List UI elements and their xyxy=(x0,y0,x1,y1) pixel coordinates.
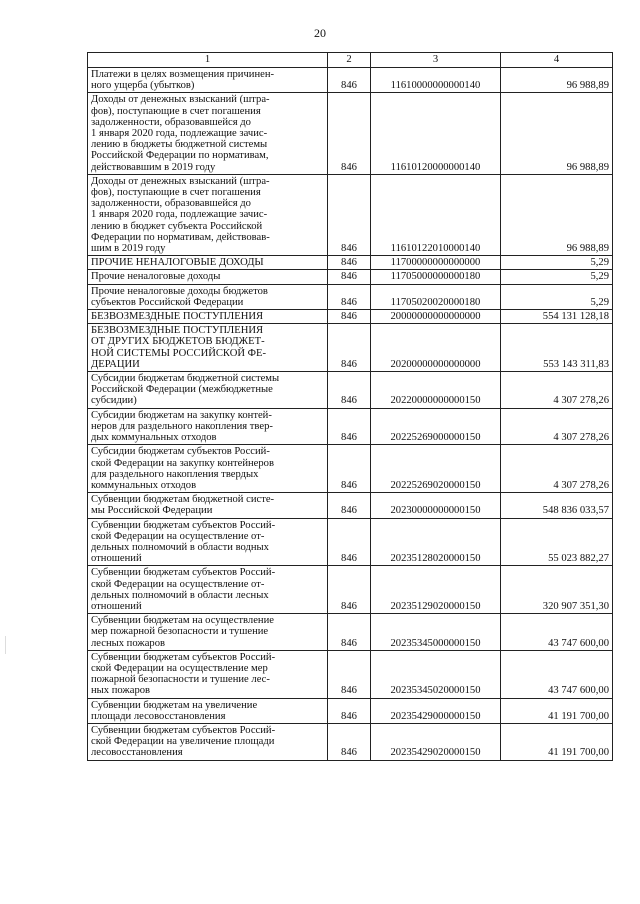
row-amount-cell: 43 747 600,00 xyxy=(501,614,613,651)
row-name-cell: Субвенции бюджетам субъектов Россий- ской Федерации на осуществление от- дельных полномочий в области лесных отношений xyxy=(88,566,328,614)
row-name-cell: Субвенции бюджетам на осуществление мер пожарной безопасности и тушение лесных пожаров xyxy=(88,614,328,651)
row-name-cell: Доходы от денежных взысканий (штра- фов), поступающие в счет погашения задолженности, образовавшейся до 1 января 2020 года, подлежащие зачис- лению в бюджет субъекта Российской Федерации по нормативам, действовав- шим в 2019 году xyxy=(88,174,328,255)
header-col-2: 2 xyxy=(328,53,371,68)
row-admin-code-cell: 846 xyxy=(328,284,371,309)
row-budget-code-cell: 20000000000000000 xyxy=(371,310,501,324)
row-amount-cell: 96 988,89 xyxy=(501,93,613,174)
row-admin-code-cell: 846 xyxy=(328,270,371,284)
row-admin-code-cell: 846 xyxy=(328,698,371,723)
row-budget-code-cell: 20235429020000150 xyxy=(371,723,501,760)
table-row xyxy=(88,93,613,174)
row-name-cell: Прочие неналоговые доходы бюджетов субъектов Российской Федерации xyxy=(88,284,328,309)
row-amount-cell: 4 307 278,26 xyxy=(501,372,613,409)
row-name-cell: Субсидии бюджетам на закупку контей- неров для раздельного накопления твер- дых коммунальных отходов xyxy=(88,408,328,445)
row-admin-code-cell: 846 xyxy=(328,256,371,270)
row-budget-code-cell: 11610120000000140 xyxy=(371,93,501,174)
row-admin-code-cell: 846 xyxy=(328,493,371,518)
table-row xyxy=(88,372,613,409)
row-budget-code-cell: 20220000000000150 xyxy=(371,372,501,409)
row-amount-cell: 4 307 278,26 xyxy=(501,445,613,493)
table-row xyxy=(88,68,613,93)
table-row xyxy=(88,723,613,760)
row-name-cell: Субсидии бюджетам субъектов Россий- ской Федерации на закупку контейнеров для раздельного накопления твердых коммунальных отходов xyxy=(88,445,328,493)
row-budget-code-cell: 20235429000000150 xyxy=(371,698,501,723)
row-budget-code-cell: 11705000000000180 xyxy=(371,270,501,284)
row-budget-code-cell: 20200000000000000 xyxy=(371,324,501,372)
table-row xyxy=(88,284,613,309)
row-amount-cell: 5,29 xyxy=(501,256,613,270)
table-row xyxy=(88,270,613,284)
row-admin-code-cell: 846 xyxy=(328,518,371,566)
row-admin-code-cell: 846 xyxy=(328,408,371,445)
row-amount-cell: 41 191 700,00 xyxy=(501,723,613,760)
row-name-cell: БЕЗВОЗМЕЗДНЫЕ ПОСТУПЛЕНИЯ xyxy=(88,310,328,324)
table-row xyxy=(88,493,613,518)
row-budget-code-cell: 11610122010000140 xyxy=(371,174,501,255)
row-budget-code-cell: 20235129020000150 xyxy=(371,566,501,614)
row-name-cell: Субвенции бюджетам на увеличение площади лесовосстановления xyxy=(88,698,328,723)
row-budget-code-cell: 20225269000000150 xyxy=(371,408,501,445)
table-row xyxy=(88,698,613,723)
row-name-cell: ПРОЧИЕ НЕНАЛОГОВЫЕ ДОХОДЫ xyxy=(88,256,328,270)
row-amount-cell: 43 747 600,00 xyxy=(501,650,613,698)
row-amount-cell: 5,29 xyxy=(501,284,613,309)
header-col-1: 1 xyxy=(88,53,328,68)
row-admin-code-cell: 846 xyxy=(328,650,371,698)
table-row xyxy=(88,408,613,445)
row-amount-cell: 96 988,89 xyxy=(501,174,613,255)
row-admin-code-cell: 846 xyxy=(328,372,371,409)
table-row xyxy=(88,566,613,614)
table-row xyxy=(88,310,613,324)
table-row xyxy=(88,256,613,270)
row-budget-code-cell: 20235128020000150 xyxy=(371,518,501,566)
row-admin-code-cell: 846 xyxy=(328,614,371,651)
row-name-cell: Субвенции бюджетам субъектов Россий- ской Федерации на осуществление от- дельных полномочий в области водных отношений xyxy=(88,518,328,566)
page-number: 20 xyxy=(314,26,326,40)
header-col-4: 4 xyxy=(501,53,613,68)
row-amount-cell: 554 131 128,18 xyxy=(501,310,613,324)
row-name-cell: БЕЗВОЗМЕЗДНЫЕ ПОСТУПЛЕНИЯ ОТ ДРУГИХ БЮДЖЕТОВ БЮДЖЕТ- НОЙ СИСТЕМЫ РОССИЙСКОЙ ФЕ- ДЕРАЦИИ xyxy=(88,324,328,372)
row-name-cell: Субвенции бюджетам бюджетной систе- мы Российской Федерации xyxy=(88,493,328,518)
row-name-cell: Субвенции бюджетам субъектов Россий- ской Федерации на увеличение площади лесовосстановления xyxy=(88,723,328,760)
row-budget-code-cell: 20235345020000150 xyxy=(371,650,501,698)
revenue-table xyxy=(87,52,613,761)
row-name-cell: Платежи в целях возмещения причинен- ного ущерба (убытков) xyxy=(88,68,328,93)
row-admin-code-cell: 846 xyxy=(328,93,371,174)
header-col-3: 3 xyxy=(371,53,501,68)
table-row xyxy=(88,174,613,255)
row-budget-code-cell: 11705020020000180 xyxy=(371,284,501,309)
row-amount-cell: 55 023 882,27 xyxy=(501,518,613,566)
row-admin-code-cell: 846 xyxy=(328,68,371,93)
row-amount-cell: 96 988,89 xyxy=(501,68,613,93)
row-budget-code-cell: 11700000000000000 xyxy=(371,256,501,270)
row-budget-code-cell: 11610000000000140 xyxy=(371,68,501,93)
table-row xyxy=(88,324,613,372)
row-amount-cell: 4 307 278,26 xyxy=(501,408,613,445)
row-admin-code-cell: 846 xyxy=(328,445,371,493)
row-amount-cell: 41 191 700,00 xyxy=(501,698,613,723)
row-name-cell: Субвенции бюджетам субъектов Россий- ской Федерации на осуществление мер пожарной безопасности и тушение лес- ных пожаров xyxy=(88,650,328,698)
margin-mark xyxy=(5,636,6,654)
row-name-cell: Субсидии бюджетам бюджетной системы Российской Федерации (межбюджетные субсидии) xyxy=(88,372,328,409)
row-budget-code-cell: 20225269020000150 xyxy=(371,445,501,493)
row-name-cell: Прочие неналоговые доходы xyxy=(88,270,328,284)
row-admin-code-cell: 846 xyxy=(328,723,371,760)
row-amount-cell: 5,29 xyxy=(501,270,613,284)
row-admin-code-cell: 846 xyxy=(328,174,371,255)
row-admin-code-cell: 846 xyxy=(328,566,371,614)
row-budget-code-cell: 20230000000000150 xyxy=(371,493,501,518)
table-row xyxy=(88,445,613,493)
table-row xyxy=(88,650,613,698)
row-name-cell: Доходы от денежных взысканий (штра- фов), поступающие в счет погашения задолженности, образовавшейся до 1 января 2020 года, подлежащие зачис- лению в бюджеты бюджетной системы Российской Федерации по нормативам, действовавшим в 2019 году xyxy=(88,93,328,174)
row-admin-code-cell: 846 xyxy=(328,310,371,324)
table-row xyxy=(88,518,613,566)
row-amount-cell: 548 836 033,57 xyxy=(501,493,613,518)
row-amount-cell: 553 143 311,83 xyxy=(501,324,613,372)
table-header-row xyxy=(88,53,613,68)
row-amount-cell: 320 907 351,30 xyxy=(501,566,613,614)
row-budget-code-cell: 20235345000000150 xyxy=(371,614,501,651)
table-row xyxy=(88,614,613,651)
row-admin-code-cell: 846 xyxy=(328,324,371,372)
